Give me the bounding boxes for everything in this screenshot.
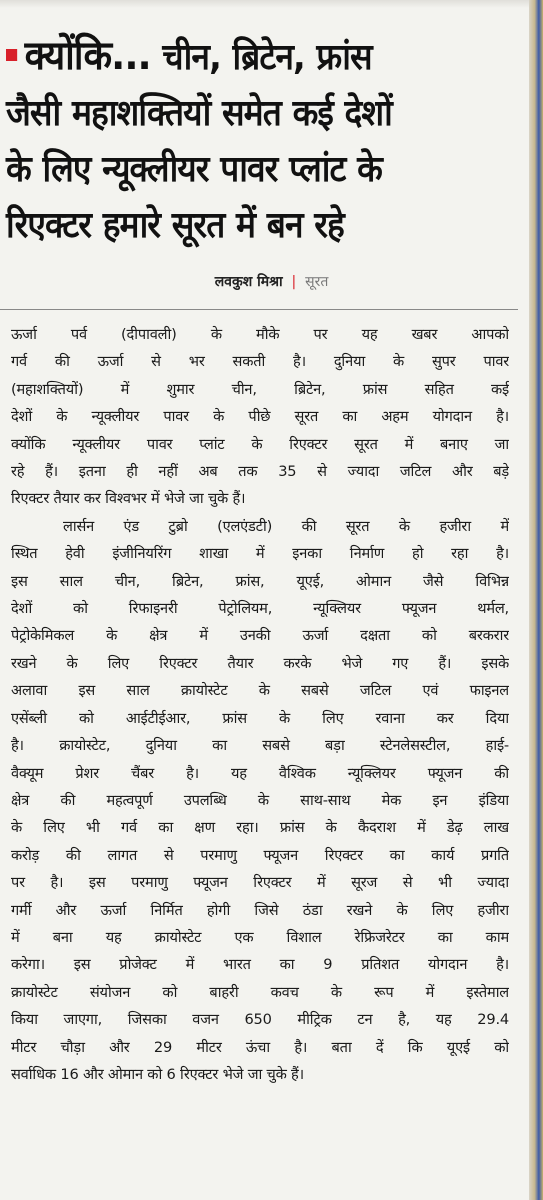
body-line: के लिए भी गर्व का क्षण रहा। फ्रांस के कैदराश में डेढ़ लाख — [11, 819, 509, 837]
page-top-edge — [0, 0, 543, 8]
separator-rule — [0, 309, 518, 310]
body-line: वैक्यूम प्रेशर चैंबर है। यह वैश्विक न्यूक्लियर फ्यूजन की — [11, 764, 509, 782]
body-line: लार्सन एंड टुब्रो (एलएंडटी) की सूरत के हजीरा में — [63, 517, 509, 535]
body-line: पेट्रोकेमिकल के क्षेत्र में उनकी ऊर्जा दक्षता को बरकरार — [11, 627, 509, 645]
headline-line-1-text: चीन, ब्रिटेन, फ्रांस — [162, 37, 372, 78]
body-line: क्रायोस्टेट संयोजन को बाहरी कवच के रूप में इस्तेमाल — [11, 983, 509, 1001]
body-line: (महाशक्तियों) में शुमार चीन, ब्रिटेन, फ्रांस सहित कई — [11, 380, 509, 398]
body-line: में बना यह क्रायोस्टेट एक विशाल रेफ्रिजरेटर का काम — [11, 928, 509, 946]
body-line: इस साल चीन, ब्रिटेन, फ्रांस, यूएई, ओमान जैसे विभिन्न — [11, 572, 509, 590]
body-line: मीटर चौड़ा और 29 मीटर ऊंचा है। बता दें कि यूएई को — [11, 1038, 509, 1056]
byline-place: सूरत — [305, 274, 329, 290]
body-line: देशों को रिफाइनरी पेट्रोलियम, न्यूक्लियर फ्यूजन थर्मल, — [11, 600, 509, 618]
headline — [6, 28, 477, 254]
body-line: रिएक्टर तैयार कर विश्वभर में भेजे जा चुके हैं। — [11, 490, 246, 508]
article-body — [11, 321, 509, 1088]
headline-line-4: रिएक्टर हमारे सूरत में बन रहे — [6, 205, 344, 246]
body-line: करोड़ की लागत से परमाणु फ्यूजन रिएक्टर का कार्य प्रगति — [11, 846, 509, 864]
body-line: क्षेत्र की महत्वपूर्ण उपलब्धि के साथ-साथ मेक इन इंडिया — [11, 791, 509, 809]
body-line: ऊर्जा पर्व (दीपावली) के मौके पर यह खबर आपको — [11, 326, 509, 343]
headline-line-1 — [6, 28, 477, 86]
body-line: करेगा। इस प्रोजेक्ट में भारत का 9 प्रतिशत योगदान है। — [11, 956, 509, 974]
body-line: एसेंब्ली को आईटीईआर, फ्रांस के लिए रवाना कर दिया — [11, 709, 509, 727]
red-bullet-icon — [6, 49, 17, 61]
headline-line-3: के लिए न्यूक्लीयर पावर प्लांट के — [6, 149, 382, 190]
byline-author: लवकुश मिश्रा — [214, 274, 283, 290]
body-line: गर्मी और ऊर्जा निर्मित होगी जिसे ठंडा रखने के लिए हजीरा — [11, 901, 509, 919]
body-line: है। क्रायोस्टेट, दुनिया का सबसे बड़ा स्टेनलेसस्टील, हाई- — [11, 737, 509, 755]
body-line: किया जाएगा, जिसका वजन 650 मीट्रिक टन है, यह 29.4 — [11, 1011, 509, 1029]
body-line: रहे हैं। इतना ही नहीं अब तक 35 से ज्यादा जटिल और बड़े — [11, 463, 509, 481]
body-line: क्योंकि न्यूक्लीयर पावर प्लांट के रिएक्टर सूरत में बनाए जा — [11, 435, 509, 453]
body-line: पर है। इस परमाणु फ्यूजन रिएक्टर में सूरज से भी ज्यादा — [11, 874, 509, 892]
body-line: देशों के न्यूक्लीयर पावर के पीछे सूरत का अहम योगदान है। — [11, 408, 509, 426]
byline-divider: | — [291, 274, 297, 290]
body-line: अलावा इस साल क्रायोस्टेट के सबसे जटिल एवं फाइनल — [11, 682, 509, 700]
adjacent-page-edge — [529, 0, 543, 1200]
body-line: रखने के लिए रिएक्टर तैयार करके भेजे गए हैं। इसके — [11, 654, 509, 672]
headline-lead: क्योंकि... — [24, 33, 151, 79]
headline-line-2: जैसी महाशक्तियों समेत कई देशों — [6, 93, 392, 134]
byline — [0, 272, 543, 291]
body-line: गर्व की ऊर्जा से भर सकती है। दुनिया के सुपर पावर — [11, 353, 509, 371]
body-line: स्थित हेवी इंजीनियरिंग शाखा में इनका निर्माण हो रहा है। — [11, 545, 509, 563]
body-line: सर्वाधिक 16 और ओमान को 6 रिएक्टर भेजे जा चुके हैं। — [11, 1065, 304, 1083]
